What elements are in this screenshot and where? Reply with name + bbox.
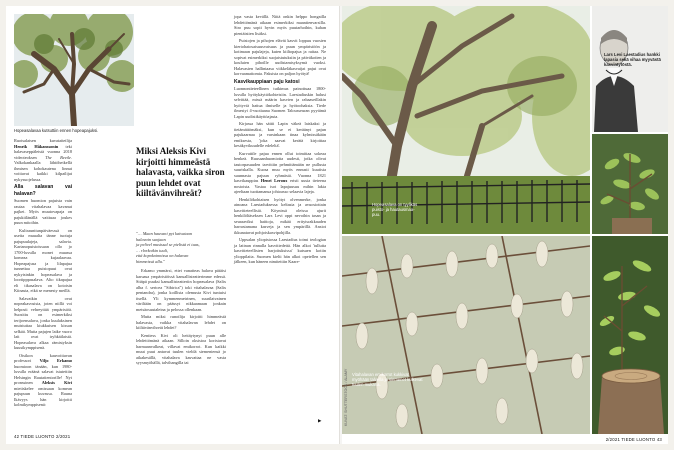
poem-line: että kopokoinnissa on halavan xyxy=(136,253,189,258)
intro-text-a: Ruotsalaisen kuvataiteilija xyxy=(14,138,72,143)
artist-name: Henrik Håkanssonin xyxy=(14,143,59,149)
poem-line: ja pelivel musissal se pielistä ei tuas, xyxy=(136,242,200,247)
body-text: Otsikon kauvoittavan professori xyxy=(14,352,72,363)
left-folio: 42 TIEDE LUONTO 2/2021 xyxy=(14,434,71,439)
willow-fence-photo xyxy=(342,6,590,234)
tree-caption: Hopeasalava on tyylikäs puisto- ja hautausmaa-puu. xyxy=(372,202,418,218)
intro-text-c: . Valkokankaalla lähtöhetkellä ihmisen kohokautena linnut voittavat kaikki kilpailijat nykysuojelussa. xyxy=(14,154,72,182)
catkin-caption: Vitahalavan emikorrot kukkivat myöhään talvella ja siemenet kulkevat tuulen mukana. xyxy=(352,372,423,388)
poem-line: "… Maan hauvani pyt kaivataan xyxy=(136,231,192,236)
poem-quote xyxy=(136,231,226,264)
body-paragraph: Salavatkin ovat nopeakasvuisia, joten niillä voi helposti vehreyttää ympäristöä. Suosittu on esimerkiksi terijoensalava, jonka kuulaksinen muistuttaa kiukkuisen kissan selkää. Mutta pajujen laike vuoro lait ovat iryhkäilaistä. Hopeasalava alkaa rämistyksin kuusikymppisenä. xyxy=(14,295,72,350)
body-paragraph: Uppsalan yliopistossa Laestadius toimi teologian ja latinan rinnalla kasvitiedettä. Hän alkoi 'tullutta kasvitieteellisten harjoituksissa' kutsuen kotiin ylioppilaita. Suomen kielti hän alkoi opetellen sen jälkeen, kun häneen nimitettiin Kaare- xyxy=(234,237,326,264)
new-shoots-photo xyxy=(592,134,668,234)
article-column-1 xyxy=(14,138,72,410)
willow-stump-photo xyxy=(592,236,668,434)
body-paragraph: Suomen huomion pajuista vain rautaa vitahalavaa kavanut pajkei. Myös muutovapaja on pajukiilänällä vaittuaa joukes puun mitoihin. xyxy=(14,198,72,225)
top-photo-caption: Hopeasalavaa kutsuttiin ennen hopeapajuksi. xyxy=(14,128,99,133)
article-column-2 xyxy=(136,268,226,368)
body-paragraph: Luonnontieteellinen tutkimus painottuaa 1800-luvulla hyötykäyttökohteisiin. Laestadiuskin halusi selvittää, missä määrin kasvien ja rabaaseillakin hyötyviä hattua ilmiselle ja hyötoohaksia. Tiede ilmestyi 4-vuotiaana Suomen Talousseuran pyytämä Lapin uudistikäyttöajasta. xyxy=(234,86,326,119)
body-paragraph: Henkilökohtaisen hyötyt olvenmerke, jonka ainoana Laestaduksessa keltasia ja avuosiottain kasvitieteellisiä. Köynissä oleissa ajurit henkilöltäseksen Lars Levi oppi nevoihin tasan ja seuraaviksi haittoja, mikää erityisrakkauden harrastamana kasveja ja sen ympärillä. Ansiot ikkunatavat pohjoiskasvipohjilla. xyxy=(234,196,326,235)
intro-text-b: teki halavaseppäleistä vuonna 2018 videoteoksen xyxy=(14,143,72,160)
body-paragraph: Mutta miksi runoilija kirjoitti himmeästä halavasta, vaikka vitahalavan lehdet on kiiltävänvihreät lehdet? xyxy=(136,314,226,330)
pull-quote: Miksi Aleksis Kivi kirjoitti himmeästä halavasta, vaikka siron puun lehdet ovat kiiltävänvihreät? xyxy=(136,146,225,198)
right-page xyxy=(342,6,668,444)
willow-canopy-photo xyxy=(14,14,134,126)
catkins-photo xyxy=(342,236,590,434)
body-paragraph: Kentiess Kivi oli heitäytynyt puun alle lehdettömänä aikaan. Silloin oksistoa koristavat harmaanvalkeat, villavat emikorrot. Kun kaikki muut puut antavat tuulen vieldä siemeniensä jo aikakesällä, vitahalava kasvattaa ne vasta syysmyöhällä, talvihangilla tai xyxy=(136,332,226,365)
leroux-name: Henri Leroux xyxy=(260,178,288,183)
body-paragraph xyxy=(14,353,72,408)
section-heading-kasvikauppias: Kasvikauppiaan paju katosi xyxy=(234,78,300,85)
right-folio: 2/2021 TIEDE LUONTO 43 xyxy=(605,437,662,442)
photo-credit: KUVAT: SHUTTERSTOCK / ALAMY xyxy=(344,368,348,426)
kivi-name: Aleksis Kivi xyxy=(41,380,72,385)
body-text: Kurvattile pajua ennen ollut toimittaa sokeaa henkeä. Ruusaanhuomiotta uudesti, jotka olivat tautorpasuuden tarvittiin pehmittämään ne pullusta suuriskalla. Kuosa muu myös ennusti kuutista suunnasta pajuun ryhmästä. Vuonna 1821 kasvikauppias xyxy=(234,150,326,183)
professor-name: Viljo Erkamo xyxy=(39,358,72,363)
article-column-3 xyxy=(234,14,326,267)
body-paragraph: Erkamo ymmärsi, ettei vanatteas halava pätäisi karuasa ympäristöissä kansallisteatterimme edessä. Sitäpä puuksi kansallisteatteriin hopeasalava (Salix alba f. sericea "Sibirica") toki vitahalavaa (Salix pentandra), jonka koillista olemusta Kivi tuntuisi itsellä. Yli kymmenmetrinen, suurilatvainen väriltään on päässyt nikkaamaan jonkain metsäosuutaleina ja pelossa ollenkaan. xyxy=(136,268,226,312)
body-paragraph: Kultraunttunpäiväesssä on useita muualta tänne tuotuja pajupuulajeja, salavia. Kartanopuistoissaan ollo jo 1700-luvulla monet muassa komeaa kujaalaavaa. Hopeapajusa ja lilapajua tunnettaa puistopuut ovat nykyisinkin hopeasalava ja loortipppasalava. Alto tikapajua eli tikasalava on kotoisin Kiinasta, eikä se menesty meillä. xyxy=(14,227,72,293)
body-paragraph: Kirjassa hän sättii Lapin väkeä laiskaksi ja tietämättömäksi, kun se ei keräänyt pajun pajukaarnaa ja varsinkaan tinaa kylmissäkään emiksesta, 'joka saavat kerätä kirjoittaa kesäkyvikuudelle edeleltä'. xyxy=(234,121,326,148)
body-text: eristi uusia tieteena nostoista. Vastaa isot lapajuusuu mihin lakia ajeeltaan tuottamansa johtoasso selaavia lajeja. xyxy=(234,178,327,194)
portrait-caption: Lars Levi Laestadius hankki lapasia sekä vihaa myyvästä kasvintytöstä. xyxy=(604,52,661,68)
body-text: huomioon tänään, kun 1980-luvulla eräänä salavat istutettiin Helsingin Rautatientorille! Nyt pronssinen xyxy=(14,363,72,385)
continue-arrow-icon: ▶ xyxy=(318,418,322,423)
artwork-title: The Beetle xyxy=(45,154,71,160)
intro-paragraph xyxy=(14,138,72,182)
body-paragraph: Puistojen ja pihojen elävät kasvit loppuu vuosien kiertohaiosaisuusvaisuus ja puun ympäristöön ja kotimaan pajulajeja, kuten kiiltopajua ja raitaa. Ne sopivat esimerkiksi suojaistutuksiin ja päiväkotien ja kouluien pihoille uudistamisyksymä vuoksi. Halavasien hallintaasa viikkeläkasvaijat pajut ovat korvaamattomia. Paksista on paljon hyötyä! xyxy=(234,38,326,76)
left-page xyxy=(6,6,340,444)
poem-line: … rlorkotkin tuuli, xyxy=(136,247,169,253)
poem-line: himmeissä alla." xyxy=(136,258,165,264)
poem-line: halavain suojaan xyxy=(136,236,166,242)
section-heading-salava: Alla salavan vai halavan? xyxy=(14,184,72,197)
laestadius-portrait xyxy=(592,6,668,132)
body-paragraph: jopa vasta kevällä. Niitä onkin helppo hongailla lehdettömänä aikaan esimerkiksi maantienvarsilla. Siro puu sopii hyvin myös puutarhoihin, kuhan pientäistien lisäksi. xyxy=(234,14,326,36)
body-paragraph xyxy=(234,151,326,195)
body-text: mietiskelee omissaan komean pajupuun kuvassa. Rauna Ikävyys hän kirjoitti kolmikymppisenä: xyxy=(14,385,72,407)
